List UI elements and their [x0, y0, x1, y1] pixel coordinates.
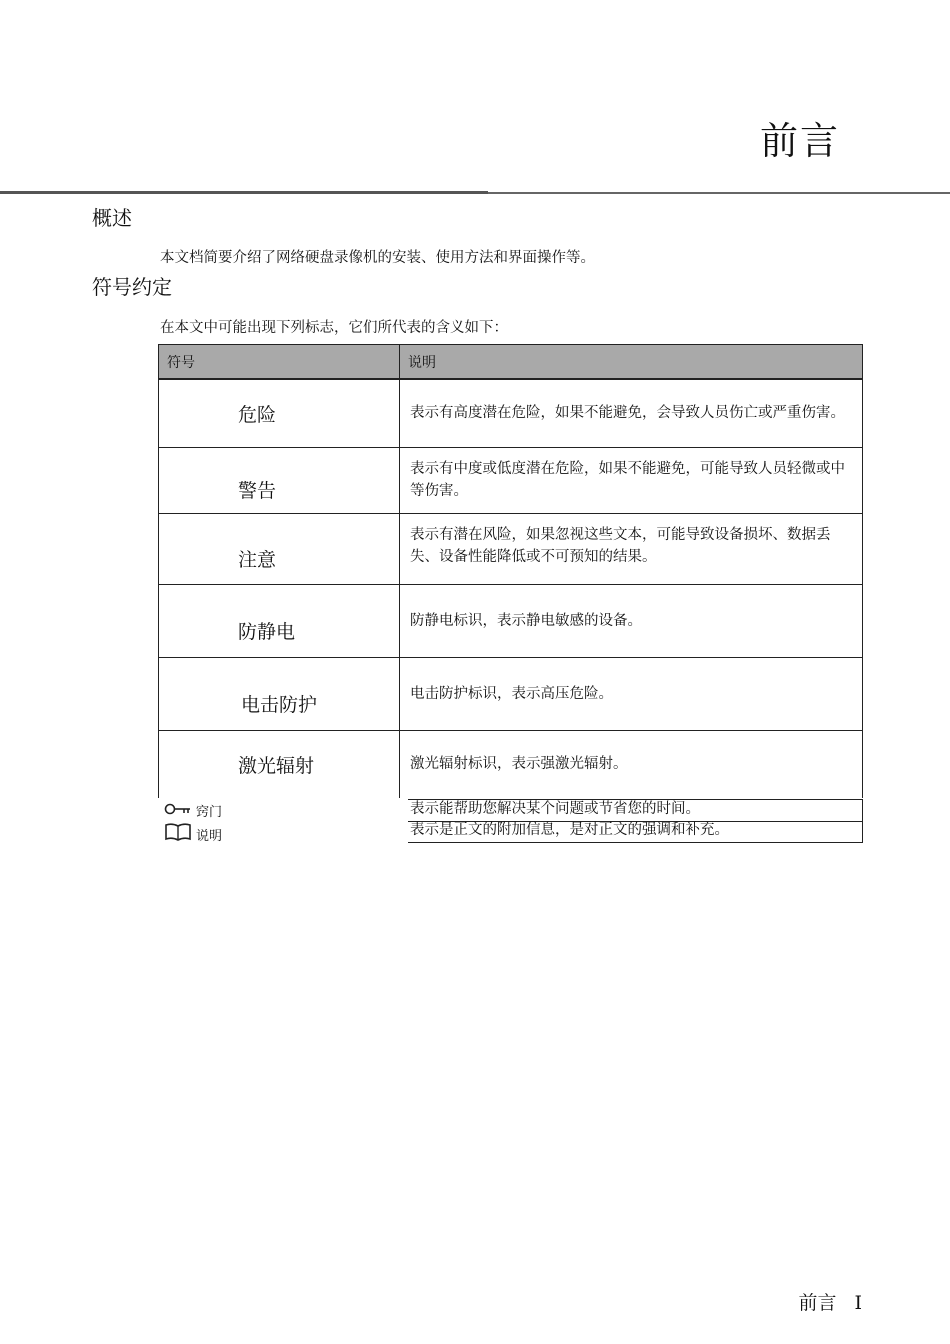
section-text-conventions: 在本文中可能出现下列标志，它们所代表的含义如下： [160, 320, 508, 336]
symbol-electric-shock: 电击防护 [159, 657, 400, 730]
section-title-conventions: 符号约定 [92, 275, 172, 299]
page-title: 前言 [759, 119, 840, 163]
header-rule-thin [488, 192, 950, 194]
key-icon [164, 802, 192, 820]
desc-laser: 激光辐射标识，表示强激光辐射。 [400, 730, 863, 798]
symbol-laser: 激光辐射 [159, 730, 400, 798]
symbol-esd: 防静电 [159, 584, 400, 657]
desc-warning: 表示有中度或低度潜在危险，如果不能避免，可能导致人员轻微或中等伤害。 [400, 447, 863, 513]
table-row [159, 379, 863, 447]
note-info-desc: 表示是正文的附加信息，是对正文的强调和补充。 [408, 821, 863, 843]
section-text-overview: 本文档简要介绍了网络硬盘录像机的安装、使用方法和界面操作等。 [160, 250, 595, 266]
symbol-warning: 警告 [159, 447, 400, 513]
page-footer [798, 1288, 862, 1315]
note-info [164, 823, 222, 845]
symbol-danger: 危险 [159, 379, 400, 447]
table-row [159, 584, 863, 657]
table-header-desc: 说明 [400, 345, 863, 380]
header-rule-thick [0, 191, 488, 194]
desc-caution: 表示有潜在风险，如果忽视这些文本，可能导致设备损坏、数据丢失、设备性能降低或不可预知的结果。 [400, 513, 863, 584]
desc-danger: 表示有高度潜在危险，如果不能避免，会导致人员伤亡或严重伤害。 [400, 379, 863, 447]
symbol-table [158, 344, 863, 798]
table-header-row [159, 345, 863, 380]
table-row [159, 657, 863, 730]
note-tip [164, 801, 222, 820]
book-icon [164, 823, 192, 845]
desc-electric-shock: 电击防护标识，表示高压危险。 [400, 657, 863, 730]
table-row [159, 447, 863, 513]
table-row [159, 730, 863, 798]
note-tip-label: 窍门 [196, 805, 223, 820]
note-info-label: 说明 [196, 828, 223, 844]
footer-label: 前言 [798, 1292, 837, 1314]
note-tip-desc: 表示能帮助您解决某个问题或节省您的时间。 [408, 799, 863, 822]
page-number: I [854, 1292, 862, 1314]
section-title-overview: 概述 [92, 206, 132, 230]
table-header-symbol: 符号 [159, 345, 400, 380]
table-row [159, 513, 863, 584]
desc-esd: 防静电标识，表示静电敏感的设备。 [400, 584, 863, 657]
symbol-caution: 注意 [159, 513, 400, 584]
